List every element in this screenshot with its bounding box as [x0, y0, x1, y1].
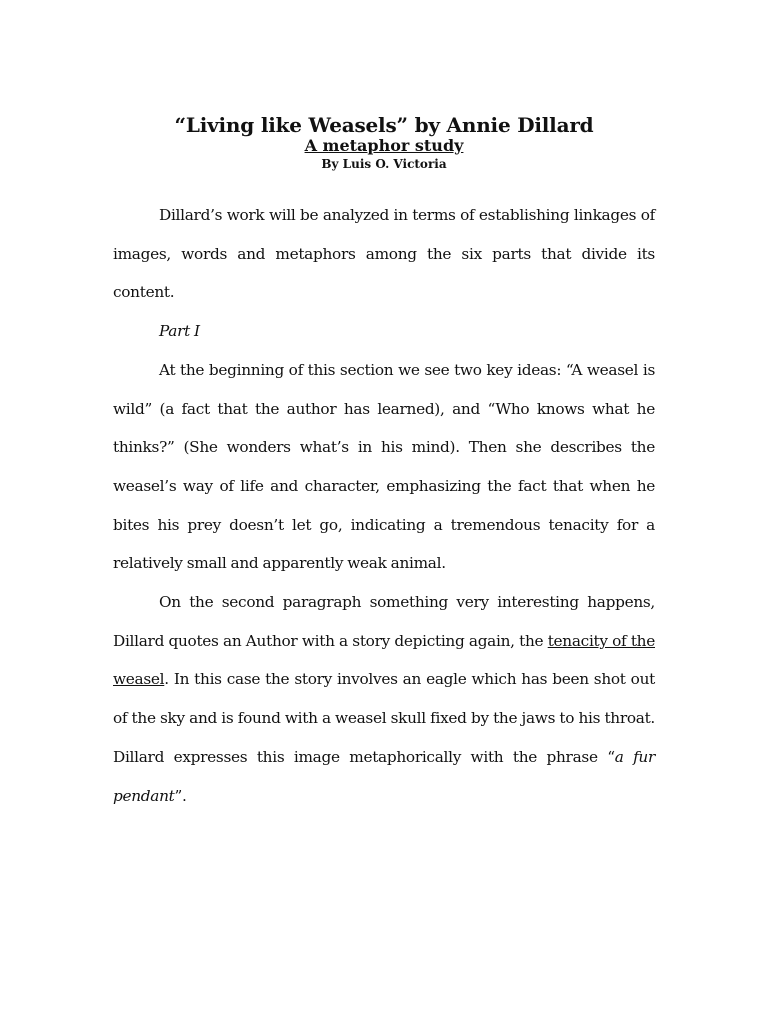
paragraph-2-text-b: . In this case the story involves an eagle which has been shot out of the sky and is found with a weasel skull fixed by the jaws to his throat. Dillard expresses this image metaphorically with the phrase “: [113, 670, 655, 766]
underlined-phrase: tenacity of the weasel: [113, 631, 655, 689]
document-subtitle: A metaphor study: [304, 136, 464, 155]
intro-paragraph: Dillard’s work will be analyzed in terms of establishing linkages of images, words and metaphors among the six parts that divide its content.: [113, 206, 655, 302]
paragraph-1: At the beginning of this section we see two key ideas: “A weasel is wild” (a fact that the author has learned), and “Who knows what he thinks?” (She wonders what’s in his mind). Then she describes the weasel’s way of life and character, emphasizing the fact that when he bites his prey doesn’t let go, indicating a tremendous tenacity for a relatively small and apparently weak animal.: [113, 360, 655, 573]
section-heading: Part I: [159, 322, 200, 341]
document-title: “Living like Weasels” by Annie Dillard: [174, 113, 594, 137]
paragraph-2: [113, 583, 655, 815]
document-byline: By Luis O. Victoria: [321, 157, 447, 171]
italic-phrase: a fur pendant: [113, 747, 655, 805]
document-body: [113, 196, 655, 815]
paragraph-2-text-c: ”.: [174, 786, 187, 805]
paragraph-2-text-a: On the second paragraph something very interesting happens, Dillard quotes an Author with a story depicting again, the: [113, 593, 655, 650]
